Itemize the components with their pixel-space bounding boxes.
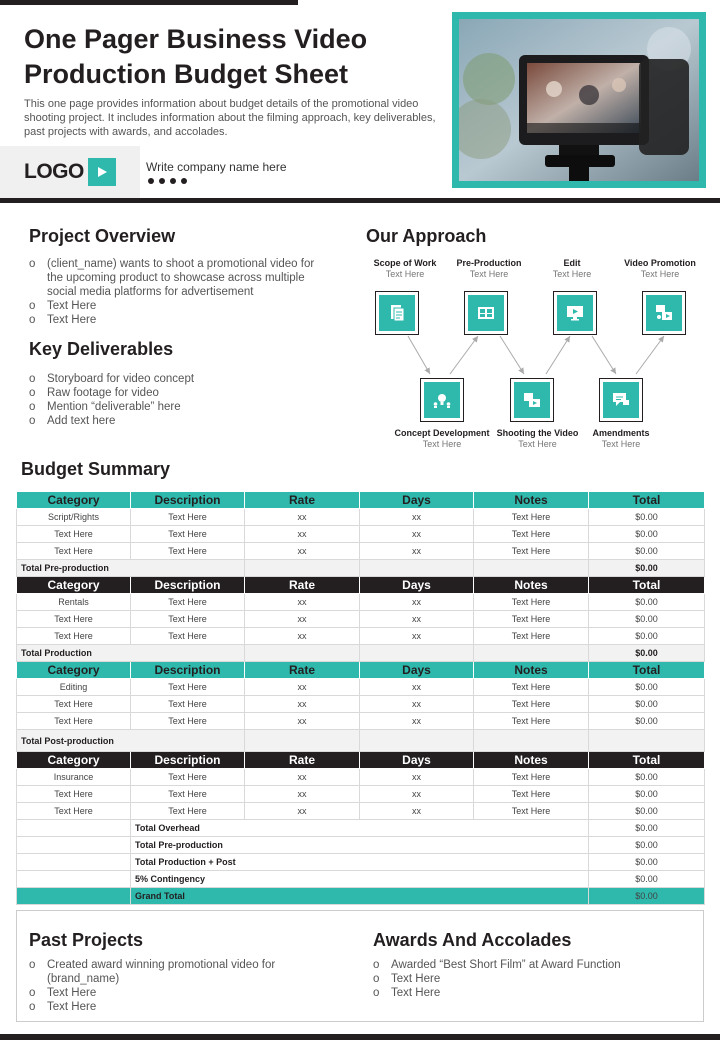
summary-row xyxy=(17,820,705,837)
cell: xx xyxy=(245,786,360,803)
cell: Rentals xyxy=(17,594,131,611)
cell: xx xyxy=(245,713,360,730)
table-row xyxy=(17,713,705,730)
top-accent-bar xyxy=(0,0,298,5)
cell: xx xyxy=(360,679,474,696)
column-header: Description xyxy=(131,752,245,769)
cell: Text Here xyxy=(17,526,131,543)
cell: Text Here xyxy=(474,696,589,713)
step-title: Amendments xyxy=(592,428,650,438)
table-row xyxy=(17,803,705,820)
table-header-row xyxy=(17,492,705,509)
list-item: o Created award winning promotional video for (brand_name) xyxy=(29,958,319,986)
summary-label: Total Pre-production xyxy=(131,837,589,854)
our-approach-heading: Our Approach xyxy=(366,226,487,246)
cell: Text Here xyxy=(17,543,131,560)
step-subtitle: Text Here xyxy=(385,269,425,279)
grand-total-value: $0.00 xyxy=(589,888,705,905)
list-item: o Text Here xyxy=(373,972,693,986)
step-amendments xyxy=(582,428,660,449)
cell: Text Here xyxy=(17,803,131,820)
column-header: Days xyxy=(360,577,474,594)
cell: xx xyxy=(360,713,474,730)
cell: xx xyxy=(245,526,360,543)
subtotal-label: Total Post-production xyxy=(17,730,245,752)
page-title xyxy=(24,22,444,92)
budget-table xyxy=(16,491,705,905)
step-title: Video Promotion xyxy=(624,258,696,268)
project-overview-heading: Project Overview xyxy=(29,226,176,246)
subtotal-value: $0.00 xyxy=(589,645,705,662)
table-row xyxy=(17,769,705,786)
column-header: Notes xyxy=(474,577,589,594)
step-subtitle: Text Here xyxy=(552,269,592,279)
awards-list xyxy=(373,958,693,1000)
cell: $0.00 xyxy=(589,713,705,730)
list-item: o Text Here xyxy=(29,299,329,313)
subtotal-value xyxy=(589,730,705,752)
step-title: Edit xyxy=(563,258,581,268)
grand-total-label: Grand Total xyxy=(131,888,589,905)
key-deliverables-heading: Key Deliverables xyxy=(29,339,174,359)
camera-photo xyxy=(452,12,706,188)
cell: Text Here xyxy=(131,526,245,543)
step-scope-of-work xyxy=(364,258,446,279)
past-projects-list xyxy=(29,958,319,1014)
table-row xyxy=(17,628,705,645)
table-row xyxy=(17,509,705,526)
column-header: Description xyxy=(131,577,245,594)
step-video-promotion xyxy=(615,258,705,279)
table-header-row xyxy=(17,662,705,679)
intro-text: This one page provides information about budget details of the promotional video shooting project. It includes information about the filming approach, key deliverables, past projects with awards, and accolades. xyxy=(24,98,436,138)
table-row xyxy=(17,696,705,713)
column-header: Rate xyxy=(245,577,360,594)
summary-value: $0.00 xyxy=(589,837,705,854)
column-header: Total xyxy=(589,662,705,679)
subtotal-row xyxy=(17,730,705,752)
grand-total-row xyxy=(17,888,705,905)
cell: xx xyxy=(245,769,360,786)
cell: $0.00 xyxy=(589,509,705,526)
list-item: o Mention “deliverable” here xyxy=(29,400,329,414)
step-edit xyxy=(531,258,613,279)
subtotal-label: Total Pre-production xyxy=(17,560,245,577)
cell: Text Here xyxy=(17,611,131,628)
summary-row xyxy=(17,837,705,854)
summary-label: 5% Contingency xyxy=(131,871,589,888)
cell: xx xyxy=(360,628,474,645)
cell: xx xyxy=(245,679,360,696)
camera-film-icon xyxy=(510,378,554,422)
list-item: o Storyboard for video concept xyxy=(29,372,329,386)
summary-label: Total Overhead xyxy=(131,820,589,837)
subtotal-value: $0.00 xyxy=(589,560,705,577)
cell: Text Here xyxy=(474,611,589,628)
list-item: o Text Here xyxy=(29,313,329,327)
table-row xyxy=(17,786,705,803)
column-header: Rate xyxy=(245,492,360,509)
cell: $0.00 xyxy=(589,679,705,696)
chat-icon xyxy=(599,378,643,422)
cell: xx xyxy=(360,769,474,786)
list-item: o (client_name) wants to shoot a promotional video for the upcoming product to showcase across multiple social media platforms for advertisement xyxy=(29,257,329,299)
cell: xx xyxy=(360,611,474,628)
subtotal-row xyxy=(17,560,705,577)
cell: xx xyxy=(245,696,360,713)
cell: Text Here xyxy=(474,803,589,820)
cell: xx xyxy=(360,594,474,611)
monitor-icon xyxy=(553,291,597,335)
cell: Text Here xyxy=(17,628,131,645)
column-header: Rate xyxy=(245,662,360,679)
page-title-line-1: One Pager Business Video xyxy=(24,24,368,54)
step-title: Concept Development xyxy=(394,428,490,438)
cell: Text Here xyxy=(474,509,589,526)
step-subtitle: Text Here xyxy=(640,269,680,279)
cell: Text Here xyxy=(131,803,245,820)
summary-row xyxy=(17,871,705,888)
cell: xx xyxy=(360,543,474,560)
cell: Text Here xyxy=(474,769,589,786)
column-header: Notes xyxy=(474,662,589,679)
cell: Editing xyxy=(17,679,131,696)
column-header: Description xyxy=(131,662,245,679)
column-header: Total xyxy=(589,752,705,769)
budget-summary-heading: Budget Summary xyxy=(21,459,171,479)
cell: xx xyxy=(360,696,474,713)
storyboard-icon xyxy=(464,291,508,335)
cell: xx xyxy=(360,803,474,820)
cell: Text Here xyxy=(474,713,589,730)
column-header: Description xyxy=(131,492,245,509)
cell: Text Here xyxy=(131,696,245,713)
cell: $0.00 xyxy=(589,803,705,820)
camera-monitor-image xyxy=(459,19,699,181)
step-title: Pre-Production xyxy=(456,258,522,268)
step-subtitle: Text Here xyxy=(469,269,509,279)
cell: Text Here xyxy=(474,526,589,543)
logo xyxy=(0,146,140,198)
cell: Text Here xyxy=(17,786,131,803)
cell: $0.00 xyxy=(589,611,705,628)
header-divider xyxy=(0,198,720,203)
cell: Text Here xyxy=(474,628,589,645)
cell: Text Here xyxy=(131,543,245,560)
summary-label: Total Production + Post xyxy=(131,854,589,871)
table-row xyxy=(17,679,705,696)
cell: xx xyxy=(360,526,474,543)
cell: $0.00 xyxy=(589,526,705,543)
cell: xx xyxy=(360,786,474,803)
table-header-row xyxy=(17,577,705,594)
column-header: Category xyxy=(17,752,131,769)
column-header: Rate xyxy=(245,752,360,769)
step-shooting-the-video xyxy=(480,428,595,449)
awards-heading: Awards And Accolades xyxy=(373,930,572,950)
cell: $0.00 xyxy=(589,769,705,786)
cell: xx xyxy=(360,509,474,526)
cell: Text Here xyxy=(131,594,245,611)
logo-text: LOGO xyxy=(24,160,84,183)
cell: Text Here xyxy=(474,594,589,611)
table-row xyxy=(17,526,705,543)
list-item: o Add text here xyxy=(29,414,329,428)
cell: Text Here xyxy=(474,543,589,560)
list-item: o Text Here xyxy=(373,986,693,1000)
column-header: Category xyxy=(17,577,131,594)
cell: xx xyxy=(245,611,360,628)
column-header: Notes xyxy=(474,492,589,509)
summary-row xyxy=(17,854,705,871)
company-name: Write company name here xyxy=(146,160,287,174)
column-header: Total xyxy=(589,492,705,509)
cell: Text Here xyxy=(17,696,131,713)
table-row xyxy=(17,611,705,628)
cell: $0.00 xyxy=(589,786,705,803)
cell: xx xyxy=(245,628,360,645)
column-header: Total xyxy=(589,577,705,594)
past-projects-heading: Past Projects xyxy=(29,930,144,950)
cell: Text Here xyxy=(131,509,245,526)
cell: $0.00 xyxy=(589,543,705,560)
step-title: Scope of Work xyxy=(373,258,437,268)
cell: $0.00 xyxy=(589,594,705,611)
decorative-dots xyxy=(148,178,187,184)
document-icon xyxy=(375,291,419,335)
column-header: Notes xyxy=(474,752,589,769)
cell: xx xyxy=(245,803,360,820)
column-header: Days xyxy=(360,662,474,679)
page-title-line-2: Production Budget Sheet xyxy=(24,59,348,89)
list-item: o Text Here xyxy=(29,1000,319,1014)
summary-value: $0.00 xyxy=(589,820,705,837)
subtotal-row xyxy=(17,645,705,662)
cell: Text Here xyxy=(17,713,131,730)
step-pre-production xyxy=(448,258,530,279)
summary-value: $0.00 xyxy=(589,854,705,871)
cell: Script/Rights xyxy=(17,509,131,526)
cell: Text Here xyxy=(131,628,245,645)
lightbulb-team-icon xyxy=(420,378,464,422)
cell: Text Here xyxy=(474,679,589,696)
list-item: o Text Here xyxy=(29,986,319,1000)
list-item: o Raw footage for video xyxy=(29,386,329,400)
step-title: Shooting the Video xyxy=(496,428,579,438)
cell: xx xyxy=(245,543,360,560)
cell: xx xyxy=(245,594,360,611)
column-header: Category xyxy=(17,662,131,679)
subtotal-label: Total Production xyxy=(17,645,245,662)
column-header: Category xyxy=(17,492,131,509)
cell: xx xyxy=(245,509,360,526)
cell: Text Here xyxy=(131,611,245,628)
cell: Text Here xyxy=(131,679,245,696)
cell: $0.00 xyxy=(589,628,705,645)
key-deliverables-list xyxy=(29,372,329,428)
table-row xyxy=(17,543,705,560)
cell: Insurance xyxy=(17,769,131,786)
project-overview-list xyxy=(29,257,329,327)
cell: Text Here xyxy=(474,786,589,803)
table-header-row xyxy=(17,752,705,769)
cell: $0.00 xyxy=(589,696,705,713)
approach-flow xyxy=(360,250,705,460)
summary-value: $0.00 xyxy=(589,871,705,888)
column-header: Days xyxy=(360,492,474,509)
table-row xyxy=(17,594,705,611)
step-subtitle: Text Here xyxy=(422,439,462,449)
cell: Text Here xyxy=(131,713,245,730)
bottom-accent-bar xyxy=(0,1034,720,1040)
step-subtitle: Text Here xyxy=(518,439,557,449)
cell: Text Here xyxy=(131,786,245,803)
step-subtitle: Text Here xyxy=(601,439,641,449)
column-header: Days xyxy=(360,752,474,769)
cell: Text Here xyxy=(131,769,245,786)
list-item: o Awarded “Best Short Film” at Award Function xyxy=(373,958,693,972)
play-icon xyxy=(88,158,116,186)
share-video-icon xyxy=(642,291,686,335)
